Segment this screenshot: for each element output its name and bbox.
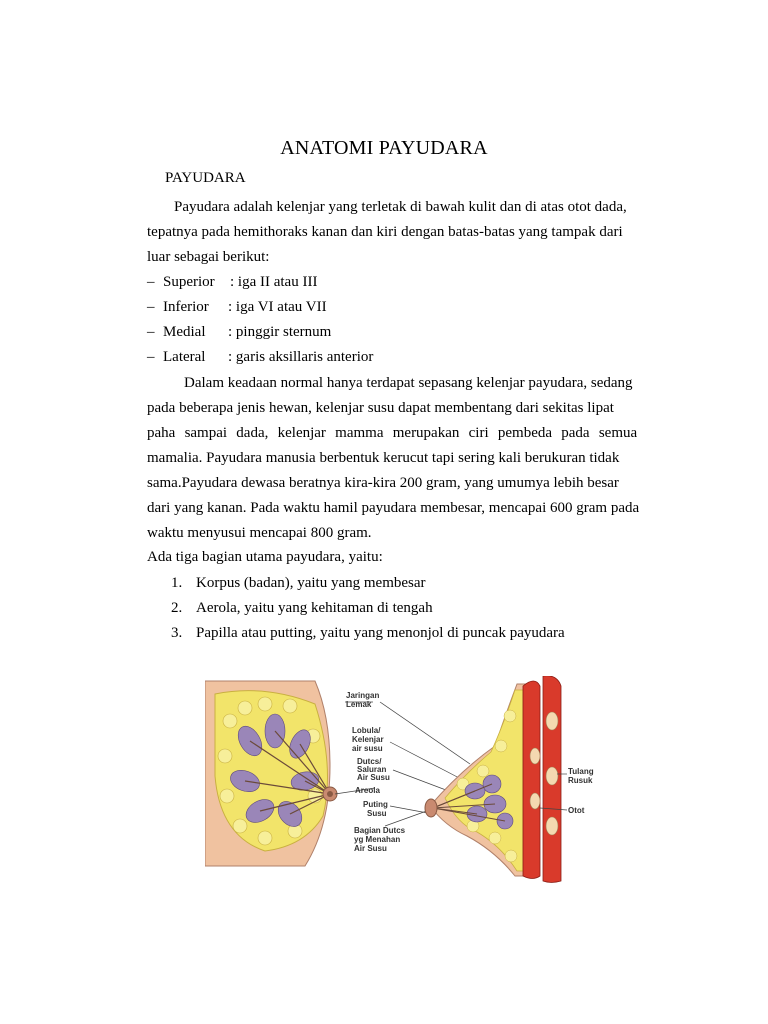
label-lobule: Lobula/: [352, 726, 381, 735]
section-heading: PAYUDARA: [165, 170, 246, 186]
list-text: Papilla atau putting, yaitu yang menonjol di puncak payudara: [196, 625, 565, 641]
label-ducts: Dutcs/: [357, 757, 382, 766]
list-term: Lateral: [163, 349, 206, 365]
intro-line: luar sebagai berikut:: [147, 249, 270, 265]
cross-section-view: [425, 676, 594, 883]
paragraph-line: dari yang kanan. Pada waktu hamil payudara membesar, mencapai 600 gram pada: [147, 500, 640, 516]
label-lobule: Kelenjar: [352, 735, 384, 744]
list-text: Korpus (badan), yaitu yang membesar: [196, 575, 426, 591]
list-dash: –: [147, 299, 155, 315]
label-nipple: Susu: [367, 809, 387, 818]
list-value: : iga II atau III: [230, 274, 318, 290]
label-lobule: air susu: [352, 744, 383, 753]
list-number: 2.: [171, 600, 183, 616]
list-value: : iga VI atau VII: [228, 299, 327, 315]
list-text: Aerola, yaitu yang kehitaman di tengah: [196, 600, 433, 616]
label-fat: Lemak: [346, 700, 372, 709]
label-ducts: Air Susu: [357, 773, 390, 782]
list-dash: –: [147, 349, 155, 365]
label-fat: Jaringan: [346, 691, 380, 700]
list-term: Superior: [163, 274, 215, 290]
breast-anatomy-illustration: [205, 676, 600, 886]
paragraph-line: Dalam keadaan normal hanya terdapat sepasang kelenjar payudara, sedang: [184, 375, 633, 391]
label-nipple: Puting: [363, 800, 388, 809]
label-rib: Tulang: [568, 767, 594, 776]
label-sinus: Bagian Dutcs: [354, 826, 406, 835]
list-dash: –: [147, 324, 155, 340]
frontal-view: [205, 681, 337, 866]
list-dash: –: [147, 274, 155, 290]
label-rib: Rusuk: [568, 776, 593, 785]
list-number: 3.: [171, 625, 183, 641]
intro-line: tepatnya pada hemithoraks kanan dan kiri dengan batas-batas yang tampak dari: [147, 224, 623, 240]
paragraph-line: paha sampai dada, kelenjar mamma merupakan ciri pembeda pada semua: [147, 425, 638, 441]
paragraph-line: mamalia. Payudara manusia berbentuk kerucut tapi sering kali berukuran tidak: [147, 450, 620, 466]
anatomy-diagram-svg: [205, 676, 600, 886]
list-value: : garis aksillaris anterior: [228, 349, 374, 365]
label-muscle: Otot: [568, 806, 585, 815]
list-term: Medial: [163, 324, 206, 340]
paragraph-line: pada beberapa jenis hewan, kelenjar susu dapat membentang dari sekitas lipat: [147, 400, 614, 416]
list-term: Inferior: [163, 299, 209, 315]
list-number: 1.: [171, 575, 183, 591]
label-ducts: Saluran: [357, 765, 387, 774]
paragraph-line: waktu menyusui mencapai 800 gram.: [147, 525, 372, 541]
page-title: ANATOMI PAYUDARA: [280, 137, 488, 159]
intro-line: Payudara adalah kelenjar yang terletak di bawah kulit dan di atas otot dada,: [174, 199, 627, 215]
list-value: : pinggir sternum: [228, 324, 332, 340]
label-areola: Areola: [355, 786, 380, 795]
label-sinus: yg Menahan: [354, 835, 401, 844]
label-sinus: Air Susu: [354, 844, 387, 853]
paragraph-line: sama.Payudara dewasa beratnya kira-kira 200 gram, yang umumya lebih besar: [147, 475, 619, 491]
parts-intro: Ada tiga bagian utama payudara, yaitu:: [147, 549, 383, 565]
